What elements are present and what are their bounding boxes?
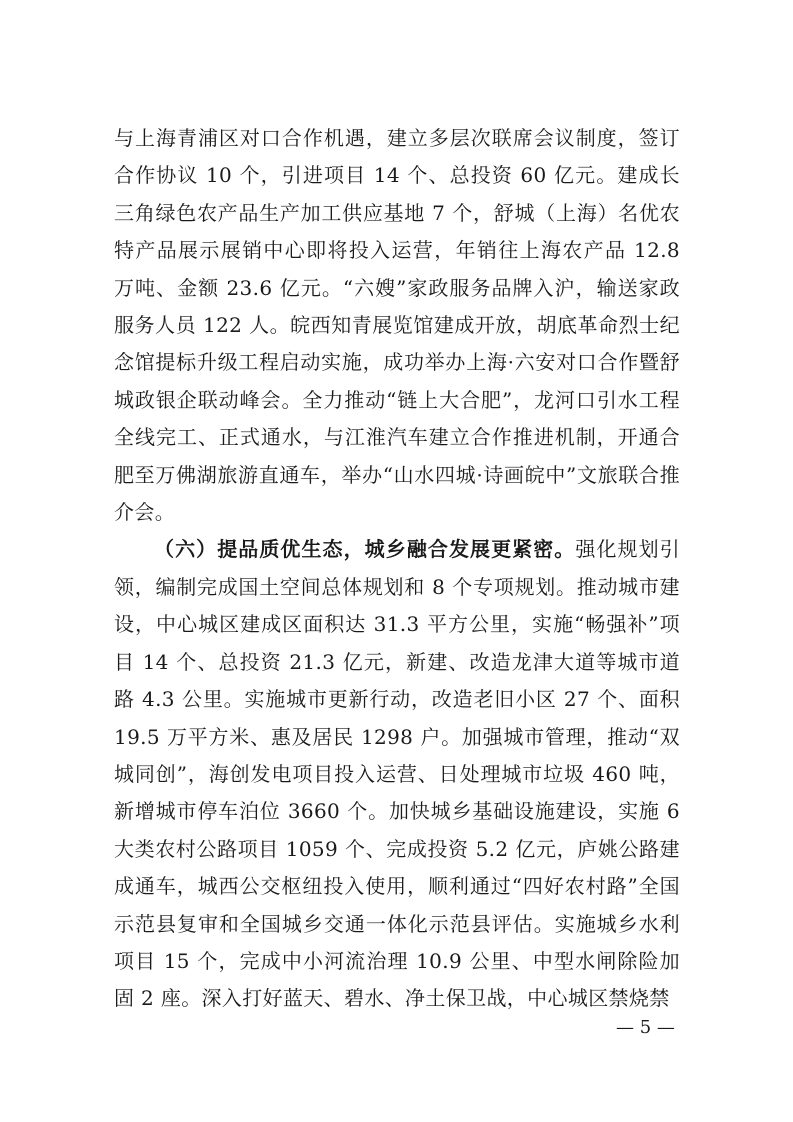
page-number: — 5 — <box>616 1017 675 1038</box>
paragraph-text: 强化规划引领，编制完成国土空间总体规划和 8 个专项规划。推动城市建设，中心城区建成区面积达 31.3 平方公里，实施“畅强补”项目 14 个、总投资 21.3 亿元，新建、改造龙津大道等城市道路 4.3 公里。实施城市更新行动，改造老旧小区 27 个、面积 19.5 万平方米、惠及居民 1298 户。加强城市管理，推动“双城同创”，海创发电项目投入运营、日处理城市垃圾 460 吨，新增城市停车泊位 3660 个。加快城乡基础设施建设，实施 6 大类农村公路项目 1059 个、完成投资 5.2 亿元，庐姚公路建成通车，城西公交枢纽投入使用，顺利通过“四好农村路”全国示范县复审和全国城乡交通一体化示范县评估。实施城乡水利项目 15 个，完成中小河流治理 10.9 公里、中型水闸除险加固 2 座。深入打好蓝天、碧水、净土保卫战，中心城区禁烧禁 <box>114 537 680 1011</box>
section-heading: （六）提品质优生态，城乡融合发展更紧密。 <box>154 537 576 562</box>
paragraph-text: 与上海青浦区对口合作机遇，建立多层次联席会议制度，签订合作协议 10 个，引进项目 14 个、总投资 60 亿元。建成长三角绿色农产品生产加工供应基地 7 个，舒城（上海）名优农特产品展示展销中心即将投入运营，年销往上海农产品 12.8 万吨、金额 23.6 亿元。“六嫂”家政服务品牌入沪，输送家政服务人员 122 人。皖西知青展览馆建成开放，胡底革命烈士纪念馆提标升级工程启动实施，成功举办上海·六安对口合作暨舒城政银企联动峰会。全力推动“链上大合肥”，龙河口引水工程全线完工、正式通水，与江淮汽车建立合作推进机制，开通合肥至万佛湖旅游直通车，举办“山水四城·诗画皖中”文旅联合推介会。 <box>114 126 680 525</box>
paragraph-continued <box>114 120 680 531</box>
document-body <box>114 120 680 1018</box>
paragraph-section-six <box>114 531 680 1017</box>
